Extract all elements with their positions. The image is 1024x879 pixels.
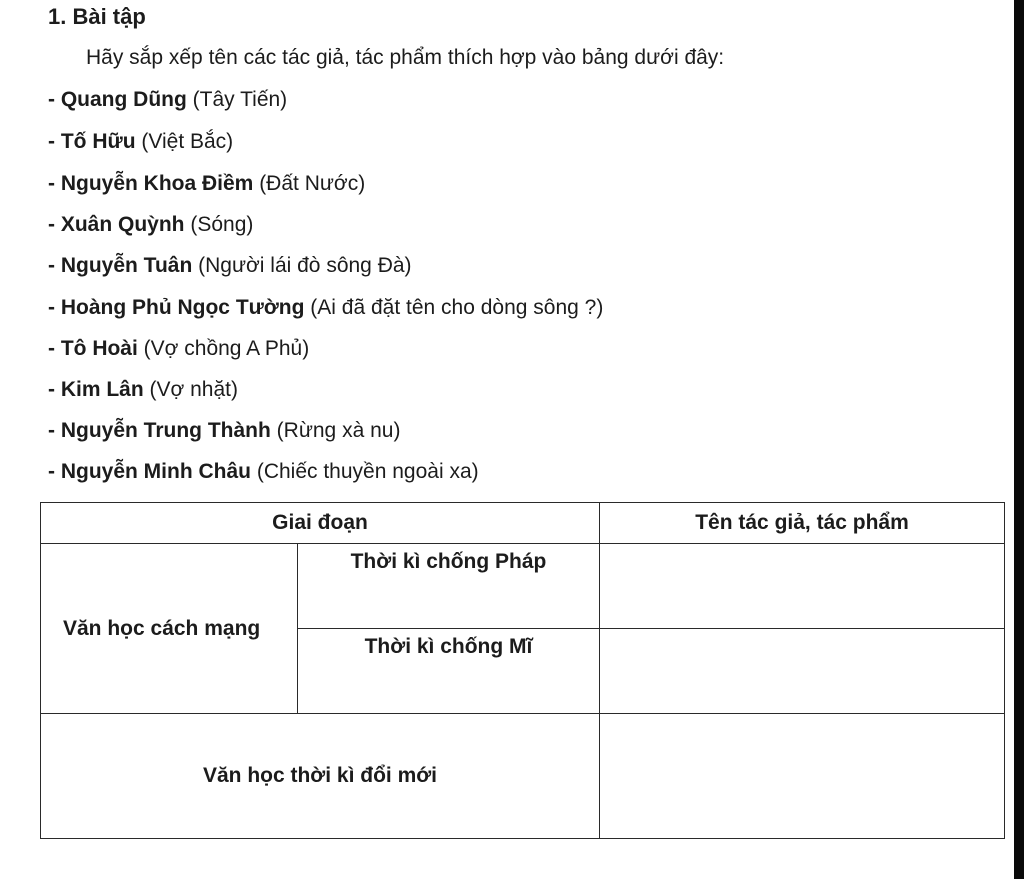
- author-name: - Hoàng Phủ Ngọc Tường: [48, 296, 305, 319]
- list-item: [48, 88, 287, 112]
- author-name: - Kim Lân: [48, 378, 144, 401]
- header-period: Giai đoạn: [41, 503, 600, 544]
- author-name: - Quang Dũng: [48, 88, 187, 111]
- work-title: (Người lái đò sông Đà): [192, 254, 412, 277]
- list-item: [48, 213, 253, 237]
- author-name: - Xuân Quỳnh: [48, 213, 185, 236]
- table-row: [41, 714, 1005, 839]
- work-title: (Chiếc thuyền ngoài xa): [251, 460, 479, 483]
- author-name: - Nguyễn Khoa Điềm: [48, 172, 254, 195]
- answer-cell-renovation[interactable]: [600, 714, 1005, 839]
- author-name: - Nguyễn Minh Châu: [48, 460, 251, 483]
- header-works: Tên tác giả, tác phẩm: [600, 503, 1005, 544]
- author-name: - Nguyễn Trung Thành: [48, 419, 271, 442]
- sub-period-american: Thời kì chống Mĩ: [298, 629, 600, 714]
- work-title: (Rừng xà nu): [270, 419, 401, 442]
- list-item: [48, 172, 365, 196]
- list-item: [48, 130, 233, 154]
- author-name: - Tố Hữu: [48, 130, 136, 153]
- sub-period-french: Thời kì chống Pháp: [298, 544, 600, 629]
- list-item: [48, 296, 603, 320]
- work-title: (Việt Bắc): [135, 130, 234, 153]
- list-item: [48, 460, 479, 484]
- answer-cell-american[interactable]: [600, 629, 1005, 714]
- work-title: (Đất Nước): [253, 172, 366, 195]
- table-header-row: [41, 503, 1005, 544]
- author-name: - Nguyễn Tuân: [48, 254, 193, 277]
- work-title: (Vợ chồng A Phủ): [137, 337, 310, 360]
- list-item: [48, 419, 400, 443]
- instruction-text: Hãy sắp xếp tên các tác giả, tác phẩm thích hợp vào bảng dưới đây:: [86, 46, 725, 69]
- work-title: (Ai đã đặt tên cho dòng sông ?): [304, 296, 604, 319]
- list-item: [48, 337, 309, 361]
- right-edge-border: [1014, 0, 1024, 879]
- period-renovation: Văn học thời kì đổi mới: [41, 714, 600, 839]
- list-item: [48, 378, 238, 402]
- work-title: (Sóng): [184, 213, 254, 236]
- classification-table: [40, 502, 1005, 839]
- exercise-heading: 1. Bài tập: [48, 4, 146, 29]
- list-item: [48, 254, 412, 278]
- answer-cell-french[interactable]: [600, 544, 1005, 629]
- author-name: - Tô Hoài: [48, 337, 138, 360]
- work-title: (Vợ nhặt): [143, 378, 238, 401]
- table-row: [41, 544, 1005, 629]
- work-title: (Tây Tiến): [186, 88, 288, 111]
- period-revolution: Văn học cách mạng: [41, 544, 298, 714]
